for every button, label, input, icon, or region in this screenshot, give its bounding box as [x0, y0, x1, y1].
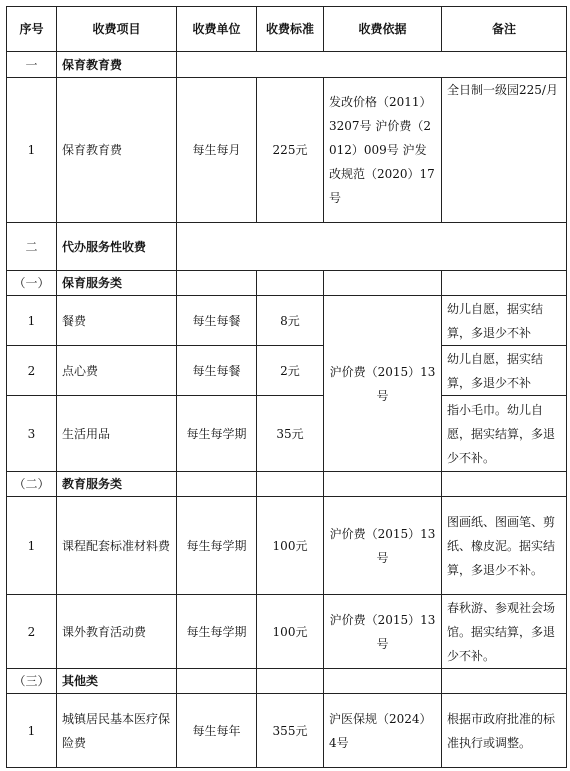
row-basis: 发改价格（2011）3207号 沪价费（2012）009号 沪发改规范（2020）17号: [324, 78, 442, 223]
table-row: [7, 396, 567, 472]
row-note: 春秋游、参观社会场馆。据实结算，多退少不补。: [442, 595, 567, 669]
row-note: 幼儿自愿，据实结算，多退少不补: [442, 296, 567, 346]
row-unit: 每生每学期: [177, 497, 257, 595]
row-basis: 沪价费（2015）13号: [324, 296, 442, 472]
row-note: 全日制一级园225/月: [442, 78, 567, 223]
row-unit: 每生每学期: [177, 595, 257, 669]
header-standard: 收费标准: [257, 7, 324, 52]
row-standard: 2元: [257, 346, 324, 396]
row-note: 图画纸、图画笔、剪纸、橡皮泥。据实结算，多退少不补。: [442, 497, 567, 595]
row-note: 指小毛巾。幼儿自愿，据实结算，多退少不补。: [442, 396, 567, 472]
section-no: （一）: [7, 271, 57, 296]
header-project: 收费项目: [57, 7, 177, 52]
row-no: 1: [7, 296, 57, 346]
section-title: 其他类: [57, 669, 177, 694]
section-no: 一: [7, 52, 57, 78]
section-row: [7, 472, 567, 497]
fee-table: [6, 6, 567, 768]
section-no: （二）: [7, 472, 57, 497]
row-project: 城镇居民基本医疗保险费: [57, 694, 177, 768]
row-project: 保育教育费: [57, 78, 177, 223]
table-row: [7, 497, 567, 595]
row-basis: 沪医保规（2024）4号: [324, 694, 442, 768]
row-project: 课程配套标准材料费: [57, 497, 177, 595]
row-no: 1: [7, 497, 57, 595]
section-row: [7, 271, 567, 296]
table-row: [7, 296, 567, 346]
section-row: [7, 669, 567, 694]
section-row: [7, 52, 567, 78]
row-note: 幼儿自愿，据实结算，多退少不补: [442, 346, 567, 396]
table-row: [7, 694, 567, 768]
section-title: 保育服务类: [57, 271, 177, 296]
header-note: 备注: [442, 7, 567, 52]
row-basis: 沪价费（2015）13号: [324, 595, 442, 669]
header-unit: 收费单位: [177, 7, 257, 52]
row-no: 2: [7, 346, 57, 396]
row-standard: 35元: [257, 396, 324, 472]
row-unit: 每生每学期: [177, 396, 257, 472]
row-standard: 225元: [257, 78, 324, 223]
row-standard: 355元: [257, 694, 324, 768]
table-row: [7, 78, 567, 223]
row-project: 课外教育活动费: [57, 595, 177, 669]
row-unit: 每生每餐: [177, 346, 257, 396]
section-row: [7, 223, 567, 271]
row-unit: 每生每餐: [177, 296, 257, 346]
row-no: 1: [7, 78, 57, 223]
row-standard: 8元: [257, 296, 324, 346]
row-project: 点心费: [57, 346, 177, 396]
table-row: [7, 346, 567, 396]
row-standard: 100元: [257, 595, 324, 669]
section-no: 二: [7, 223, 57, 271]
section-title: 保育教育费: [57, 52, 177, 78]
row-no: 3: [7, 396, 57, 472]
header-basis: 收费依据: [324, 7, 442, 52]
row-basis: 沪价费（2015）13号: [324, 497, 442, 595]
row-note: 根据市政府批准的标准执行或调整。: [442, 694, 567, 768]
table-row: [7, 595, 567, 669]
row-unit: 每生每年: [177, 694, 257, 768]
row-standard: 100元: [257, 497, 324, 595]
section-no: （三）: [7, 669, 57, 694]
header-no: 序号: [7, 7, 57, 52]
row-project: 餐费: [57, 296, 177, 346]
section-title: 代办服务性收费: [57, 223, 177, 271]
row-no: 1: [7, 694, 57, 768]
header-row: [7, 7, 567, 52]
row-no: 2: [7, 595, 57, 669]
section-title: 教育服务类: [57, 472, 177, 497]
row-unit: 每生每月: [177, 78, 257, 223]
row-project: 生活用品: [57, 396, 177, 472]
